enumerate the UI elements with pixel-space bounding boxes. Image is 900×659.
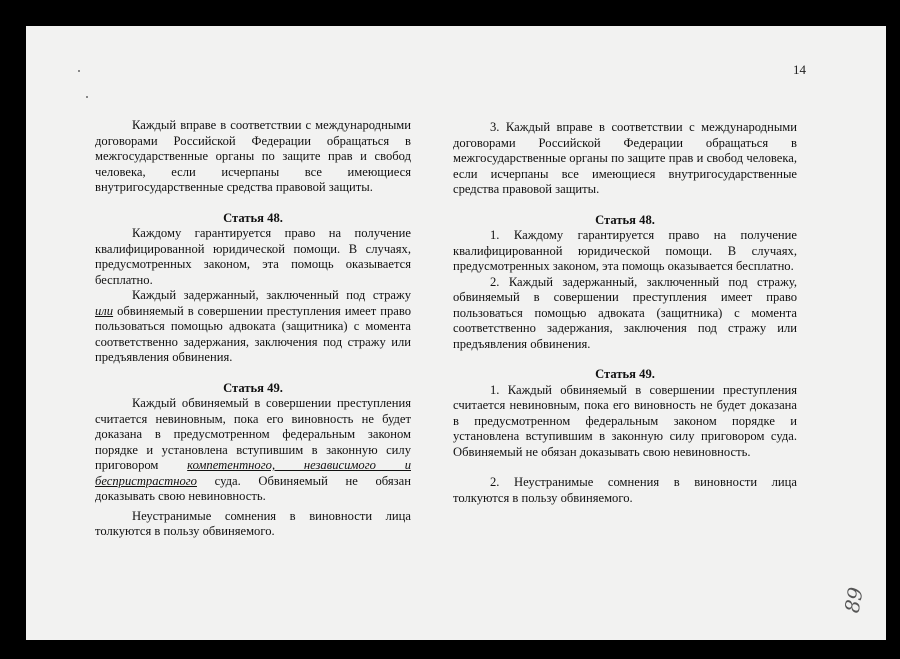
left-article-48-part-1: Каждому гарантируется право на получение квалифицированной юридической помощи. В случаях, предусмотренных законом, эта помощь оказывается бесплатно. (95, 226, 411, 287)
right-article-48-part-1: 1. Каждому гарантируется право на получение квалифицированной юридической помощи. В случаях, предусмотренных законом, эта помощь оказывается бесплатно. (453, 228, 797, 273)
left-paragraph-intro: Каждый вправе в соответствии с международными договорами Российской Федерации обращаться в межгосударственные органы по защите прав и свобод человека, если исчерпаны все имеющиеся внутригосударственные средства правовой защиты. (95, 118, 411, 194)
inserted-word-ili: или (95, 303, 114, 318)
page-number: 14 (793, 62, 806, 77)
right-paragraph-intro: 3. Каждый вправе в соответствии с международными договорами Российской Федерации обращаться в межгосударственные органы по защите прав и свобод человека, если исчерпаны все имеющиеся внутригосударственные средства правовой защиты. (453, 120, 797, 196)
right-article-49-part-2: 2. Неустранимые сомнения в виновности лица толкуются в пользу обвиняемого. (453, 475, 797, 505)
left-article-49-part-2: Неустранимые сомнения в виновности лица толкуются в пользу обвиняемого. (95, 508, 411, 538)
right-article-48-heading: Статья 48. (595, 212, 655, 227)
handwritten-page-mark: 89 (839, 585, 868, 615)
left-column (95, 118, 411, 540)
left-article-48-part-2: Каждый задержанный, заключенный под стражу или обвиняемый в совершении преступления имеет право пользоваться помощью адвоката (защитника) с момента соответственно задержания, заключения под стражу или предъявления обвинения. (95, 288, 411, 364)
scan-speck (86, 96, 88, 98)
right-article-48-part-2: 2. Каждый задержанный, заключенный под стражу, обвиняемый в совершении преступления имеет право пользоваться помощью адвоката (защитника) с момента соответственно задержания, заключения под стражу или предъявления обвинения. (453, 274, 797, 351)
right-article-49-heading: Статья 49. (595, 367, 655, 381)
scan-speck (78, 70, 80, 72)
left-article-49-part-1: Каждый обвиняемый в совершении преступления считается невиновным, пока его виновность не будет доказана в предусмотренном федеральным законом порядке и установлена вступившим в законную силу приговором компетентного, независимого и беспристрастного суда. Обвиняемый не обязан доказывать свою невиновность. (95, 396, 411, 503)
right-column (453, 120, 797, 506)
left-article-48-heading: Статья 48. (223, 210, 283, 225)
inserted-words-court: компетентного, независимого и беспристрастного (95, 458, 411, 488)
left-article-49-heading: Статья 49. (223, 380, 283, 395)
right-article-49-part-1: 1. Каждый обвиняемый в совершении преступления считается невиновным, пока его виновность не будет доказана в предусмотренном федеральным законом порядке и установлена вступившим в законную силу приговором суда. Обвиняемый не обязан доказывать свою невиновность. (453, 382, 797, 459)
document-page (26, 26, 886, 640)
